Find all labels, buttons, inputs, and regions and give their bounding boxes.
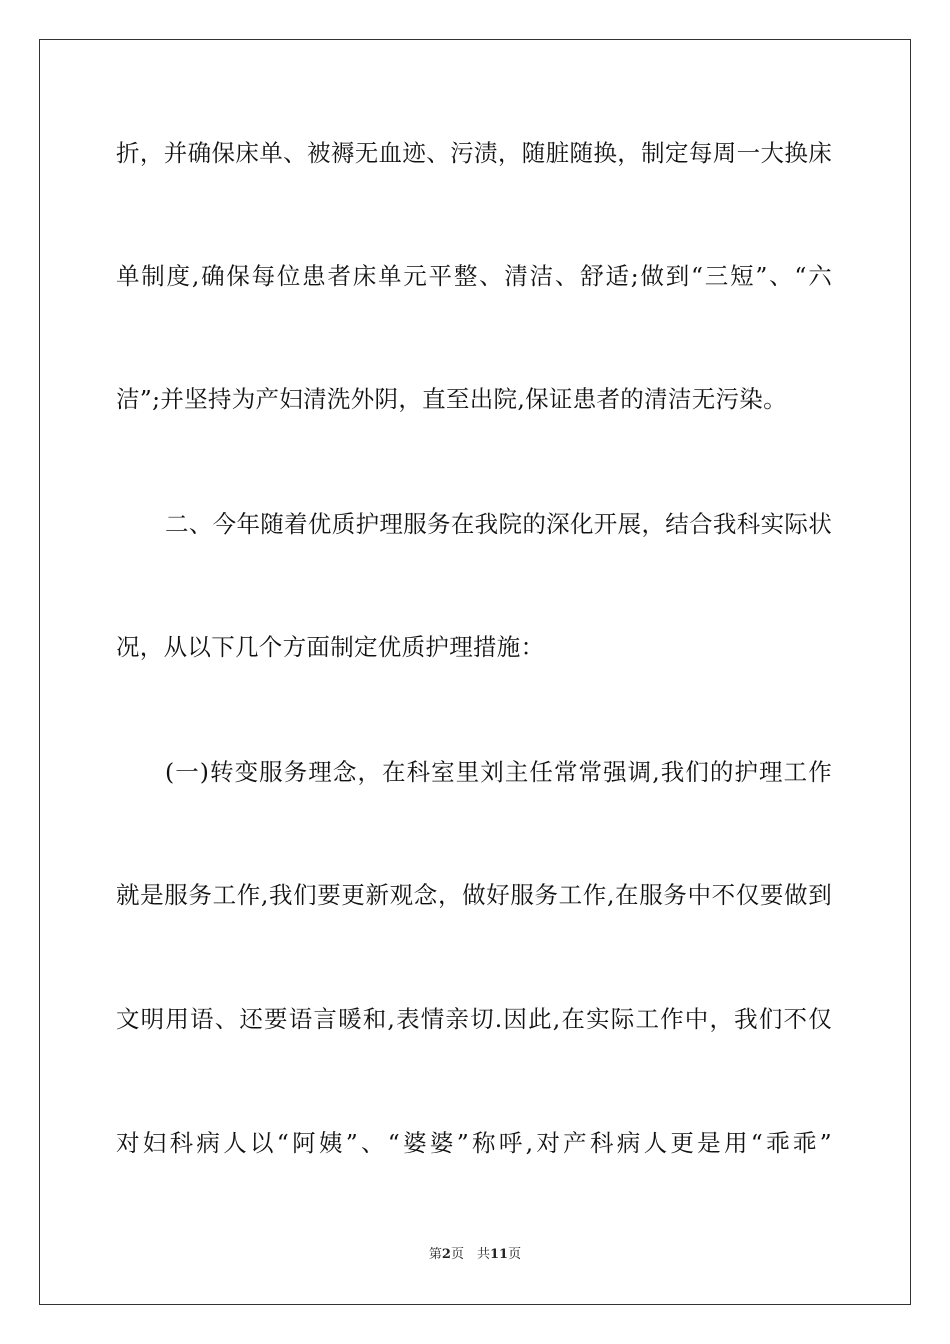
body-text-line: 对妇科病人以“阿姨”、“婆婆”称呼,对产科病人更是用“乖乖” xyxy=(116,1129,832,1157)
paragraph-start-line: 二、今年随着优质护理服务在我院的深化开展，结合我科实际状 xyxy=(165,510,832,538)
body-text-line: 单制度,确保每位患者床单元平整、清洁、舒适;做到“三短”、“六 xyxy=(116,262,832,290)
body-text-line: 就是服务工作,我们要更新观念，做好服务工作,在服务中不仅要做到 xyxy=(116,881,832,909)
footer-middle: 页 共 xyxy=(450,1247,490,1262)
total-page-count: 11 xyxy=(489,1247,509,1262)
page-border xyxy=(39,39,911,1305)
current-page-number: 2 xyxy=(441,1247,451,1262)
body-text-line: 况，从以下几个方面制定优质护理措施： xyxy=(116,633,545,661)
body-text-line: 折，并确保床单、被褥无血迹、污渍，随脏随换，制定每周一大换床 xyxy=(116,139,832,167)
footer-suffix: 页 xyxy=(508,1247,522,1262)
page-footer xyxy=(0,1246,950,1264)
paragraph-start-line: (一)转变服务理念，在科室里刘主任常常强调,我们的护理工作 xyxy=(165,758,832,786)
body-text-line: 文明用语、还要语言暖和,表情亲切.因此,在实际工作中，我们不仅 xyxy=(116,1005,832,1033)
footer-prefix: 第 xyxy=(428,1247,442,1262)
body-text-line: 洁”;并坚持为产妇清洗外阴，直至出院,保证患者的清洁无污染。 xyxy=(116,385,787,413)
